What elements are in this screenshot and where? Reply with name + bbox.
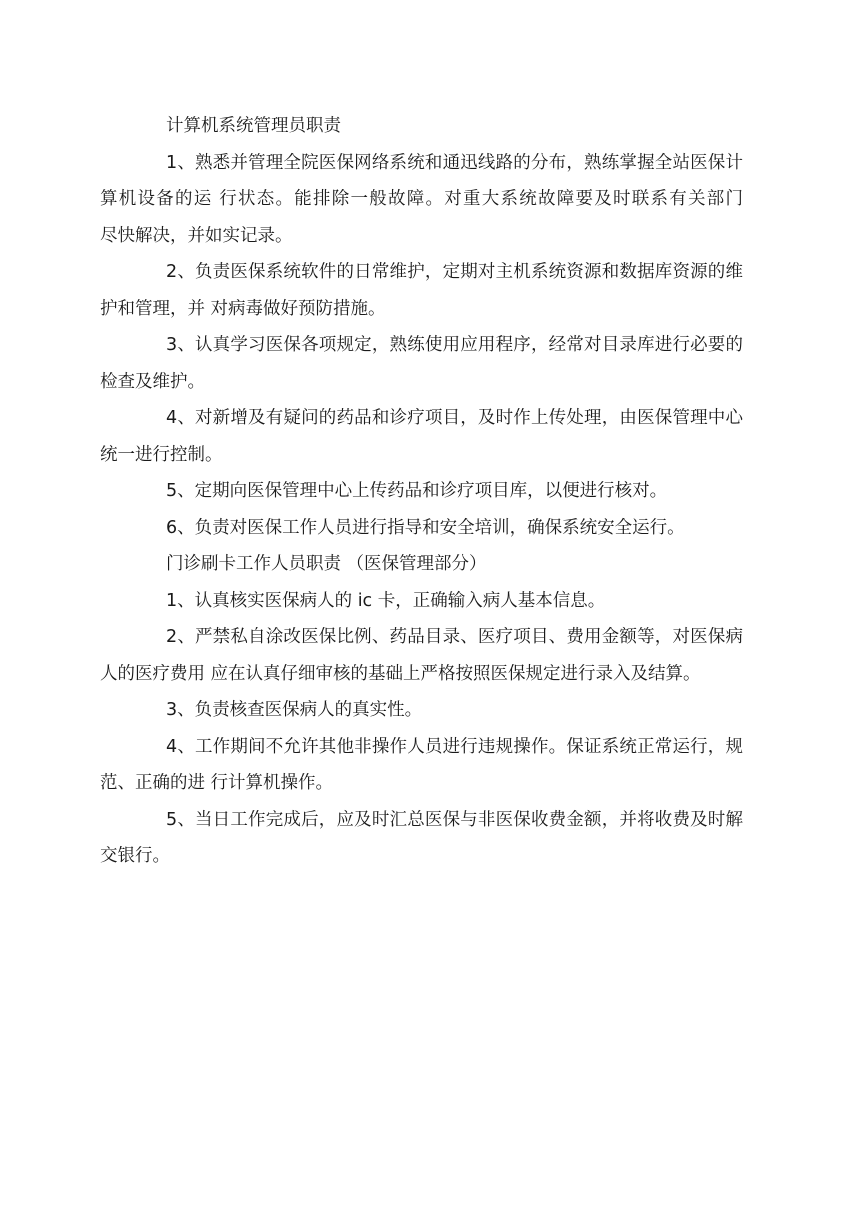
card-staff-duty-4: 4、工作期间不允许其他非操作人员进行违规操作。保证系统正常运行，规 范、正确的进 行计算机操作。	[100, 736, 743, 793]
card-staff-duty-1: 1、认真核实医保病人的 ic 卡，正确输入病人基本信息。	[166, 590, 606, 611]
sysadmin-duty-4: 4、对新增及有疑问的药品和诊疗项目，及时作上传处理，由医保管理中心 统一进行控制。	[100, 408, 743, 465]
section-heading-sysadmin: 计算机系统管理员职责	[166, 116, 341, 136]
section-heading-card-staff: 门诊刷卡工作人员职责 （医保管理部分）	[166, 554, 487, 574]
sysadmin-duty-1: 1、熟悉并管理全院医保网络系统和通迅线路的分布，熟练掌握全站医保计 算机设备的运 行状态。能排除一般故障。对重大系统故障要及时联系有关部门 尽快解决，并如实记录。	[100, 152, 743, 246]
sysadmin-duty-3: 3、认真学习医保各项规定，熟练使用应用程序，经常对目录库进行必要的 检查及维护。	[100, 335, 743, 392]
sysadmin-duty-2: 2、负责医保系统软件的日常维护，定期对主机系统资源和数据库资源的维 护和管理，并 对病毒做好预防措施。	[100, 262, 743, 319]
card-staff-duty-2: 2、严禁私自涂改医保比例、药品目录、医疗项目、费用金额等，对医保病 人的医疗费用 应在认真仔细审核的基础上严格按照医保规定进行录入及结算。	[100, 627, 743, 684]
card-staff-duty-5: 5、当日工作完成后，应及时汇总医保与非医保收费金额，并将收费及时解 交银行。	[100, 809, 743, 866]
document-body	[100, 108, 743, 875]
sysadmin-duty-5: 5、定期向医保管理中心上传药品和诊疗项目库，以便进行核对。	[166, 481, 668, 501]
sysadmin-duty-6: 6、负责对医保工作人员进行指导和安全培训，确保系统安全运行。	[166, 517, 685, 538]
card-staff-duty-3: 3、负责核查医保病人的真实性。	[166, 700, 423, 720]
